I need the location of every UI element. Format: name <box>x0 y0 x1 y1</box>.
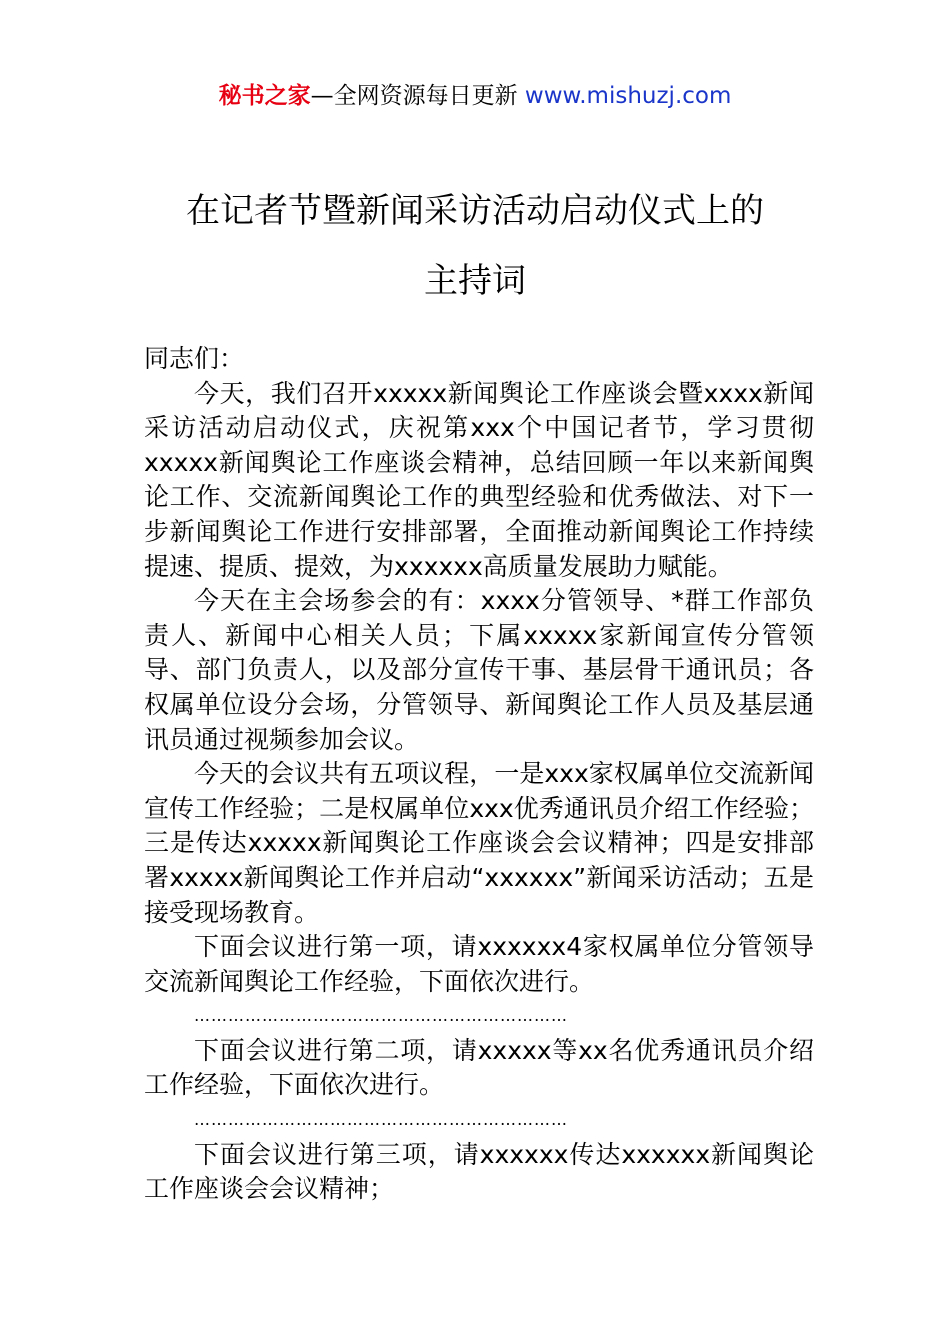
paragraph-agenda: 今天的会议共有五项议程，一是xxx家权属单位交流新闻宣传工作经验；二是权属单位xxx优秀通讯员介绍工作经验；三是传达xxxxx新闻舆论工作座谈会会议精神；四是安排部署xxxxx新闻舆论工作并启动“xxxxxx”新闻采访活动；五是接受现场教育。 <box>144 759 814 927</box>
site-header <box>0 80 950 112</box>
paragraph-attendees: 今天在主会场参会的有：xxxx分管领导、*群工作部负责人、新闻中心相关人员；下属xxxxx家新闻宣传分管领导、部门负责人，以及部分宣传干事、基层骨干通讯员；各权属单位设分会场，分管领导、新闻舆论工作人员及基层通讯员通过视频参加会议。 <box>144 586 814 754</box>
document-body <box>144 342 814 1207</box>
ellipsis-separator-2: ………………………………………………………… <box>194 1110 568 1130</box>
paragraph-item-three: 下面会议进行第三项，请xxxxxx传达xxxxxx新闻舆论工作座谈会会议精神； <box>144 1139 814 1204</box>
site-tagline: —全网资源每日更新 <box>310 83 518 109</box>
salutation: 同志们： <box>144 344 245 373</box>
title-line-2: 主持词 <box>424 261 526 301</box>
title-line-1: 在记者节暨新闻采访活动启动仪式上的 <box>186 191 764 231</box>
paragraph-item-one: 下面会议进行第一项，请xxxxxx4家权属单位分管领导交流新闻舆论工作经验，下面依次进行。 <box>144 932 814 996</box>
paragraph-item-two: 下面会议进行第二项，请xxxxx等xx名优秀通讯员介绍工作经验，下面依次进行。 <box>144 1035 814 1100</box>
paragraph-opening: 今天，我们召开xxxxx新闻舆论工作座谈会暨xxxx新闻采访活动启动仪式，庆祝第xxx个中国记者节，学习贯彻xxxxx新闻舆论工作座谈会精神，总结回顾一年以来新闻舆论工作、交流新闻舆论工作的典型经验和优秀做法、对下一步新闻舆论工作进行安排部署，全面推动新闻舆论工作持续提速、提质、提效，为xxxxxx高质量发展助力赋能。 <box>144 378 814 581</box>
site-brand: 秘书之家 <box>218 83 311 109</box>
document-title <box>0 176 950 316</box>
ellipsis-separator-1: ………………………………………………………… <box>194 1006 568 1026</box>
site-url-link[interactable]: www.mishuzj.com <box>524 83 732 109</box>
